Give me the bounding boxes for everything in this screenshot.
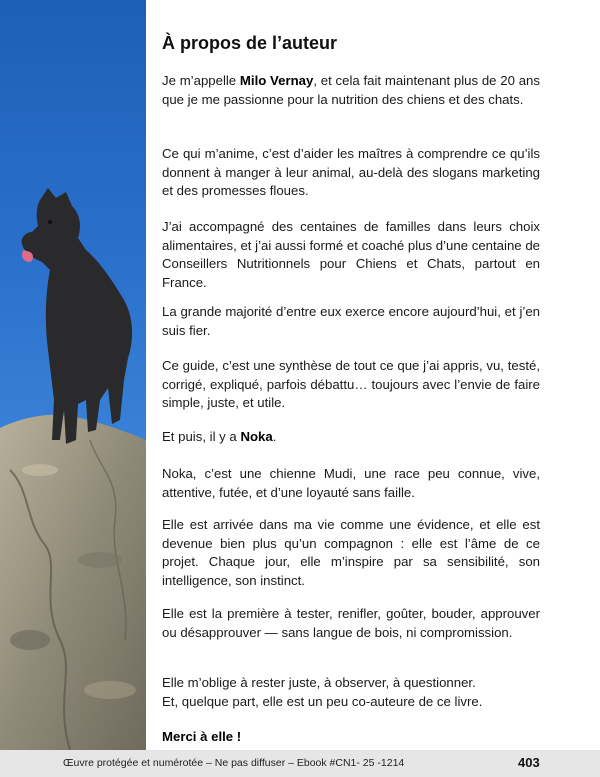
paragraph-guide: Ce guide, c’est une synthèse de tout ce que j’ai appris, vu, testé, corrigé, expliqué, parfois débattu… toujours avec l’envie de faire simple, juste, et utile.: [162, 358, 540, 410]
page-footer: [0, 750, 600, 777]
paragraph-noka-coauthor: Elle m’oblige à rester juste, à observer, à questionner. Et, quelque part, elle est un peu co-auteure de ce livre.: [162, 675, 483, 709]
paragraph-intro: Je m’appelle Milo Vernay, et cela fait maintenant plus de 20 ans que je me passionne pour la nutrition des chiens et des chats.: [162, 73, 540, 107]
paragraph-motivation: Ce qui m’anime, c’est d’aider les maîtres à comprendre ce qu’ils donnent à manger à leur animal, au-delà des slogans marketing et des promesses floues.: [162, 146, 540, 198]
rock-shape: [0, 415, 146, 750]
paragraph-experience: J’ai accompagné des centaines de familles dans leurs choix alimentaires, et j’ai aussi formé et coaché plus d’une centaine de Conseillers Nutritionnels pour Chiens et Chats, partout en France.: [162, 219, 540, 290]
paragraph-noka-breed: Noka, c’est une chienne Mudi, une race peu connue, vive, attentive, futée, et d’une loyauté sans faille.: [162, 466, 540, 500]
paragraph-noka-role: Elle est arrivée dans ma vie comme une évidence, et elle est devenue bien plus qu’un compagnon : elle est l’âme de ce projet. Chaque jour, elle m’inspire par sa sensibilité, son intelligence, son instinct.: [162, 517, 540, 588]
dog-figure: [22, 188, 132, 444]
dog-name: Noka: [240, 429, 273, 444]
dog-on-rock-illustration: [0, 0, 146, 750]
page-number: 403: [518, 755, 540, 770]
paragraph-noka-tester: Elle est la première à tester, renifler, goûter, bouder, approuver ou désapprouver — sans langue de bois, ni compromission.: [162, 606, 540, 640]
paragraph-thanks: Merci à elle !: [162, 729, 242, 744]
author-dog-photo: [0, 0, 146, 750]
paragraph-trainees: La grande majorité d’entre eux exerce encore aujourd’hui, et j’en suis fier.: [162, 304, 540, 338]
copyright-notice: Œuvre protégée et numérotée – Ne pas diffuser – Ebook #CN1- 25 -1214: [63, 757, 405, 769]
page-title: À propos de l’auteur: [162, 33, 338, 53]
author-name: Milo Vernay: [239, 73, 314, 88]
paragraph-noka-intro: Et puis, il y a Noka.: [162, 429, 277, 444]
